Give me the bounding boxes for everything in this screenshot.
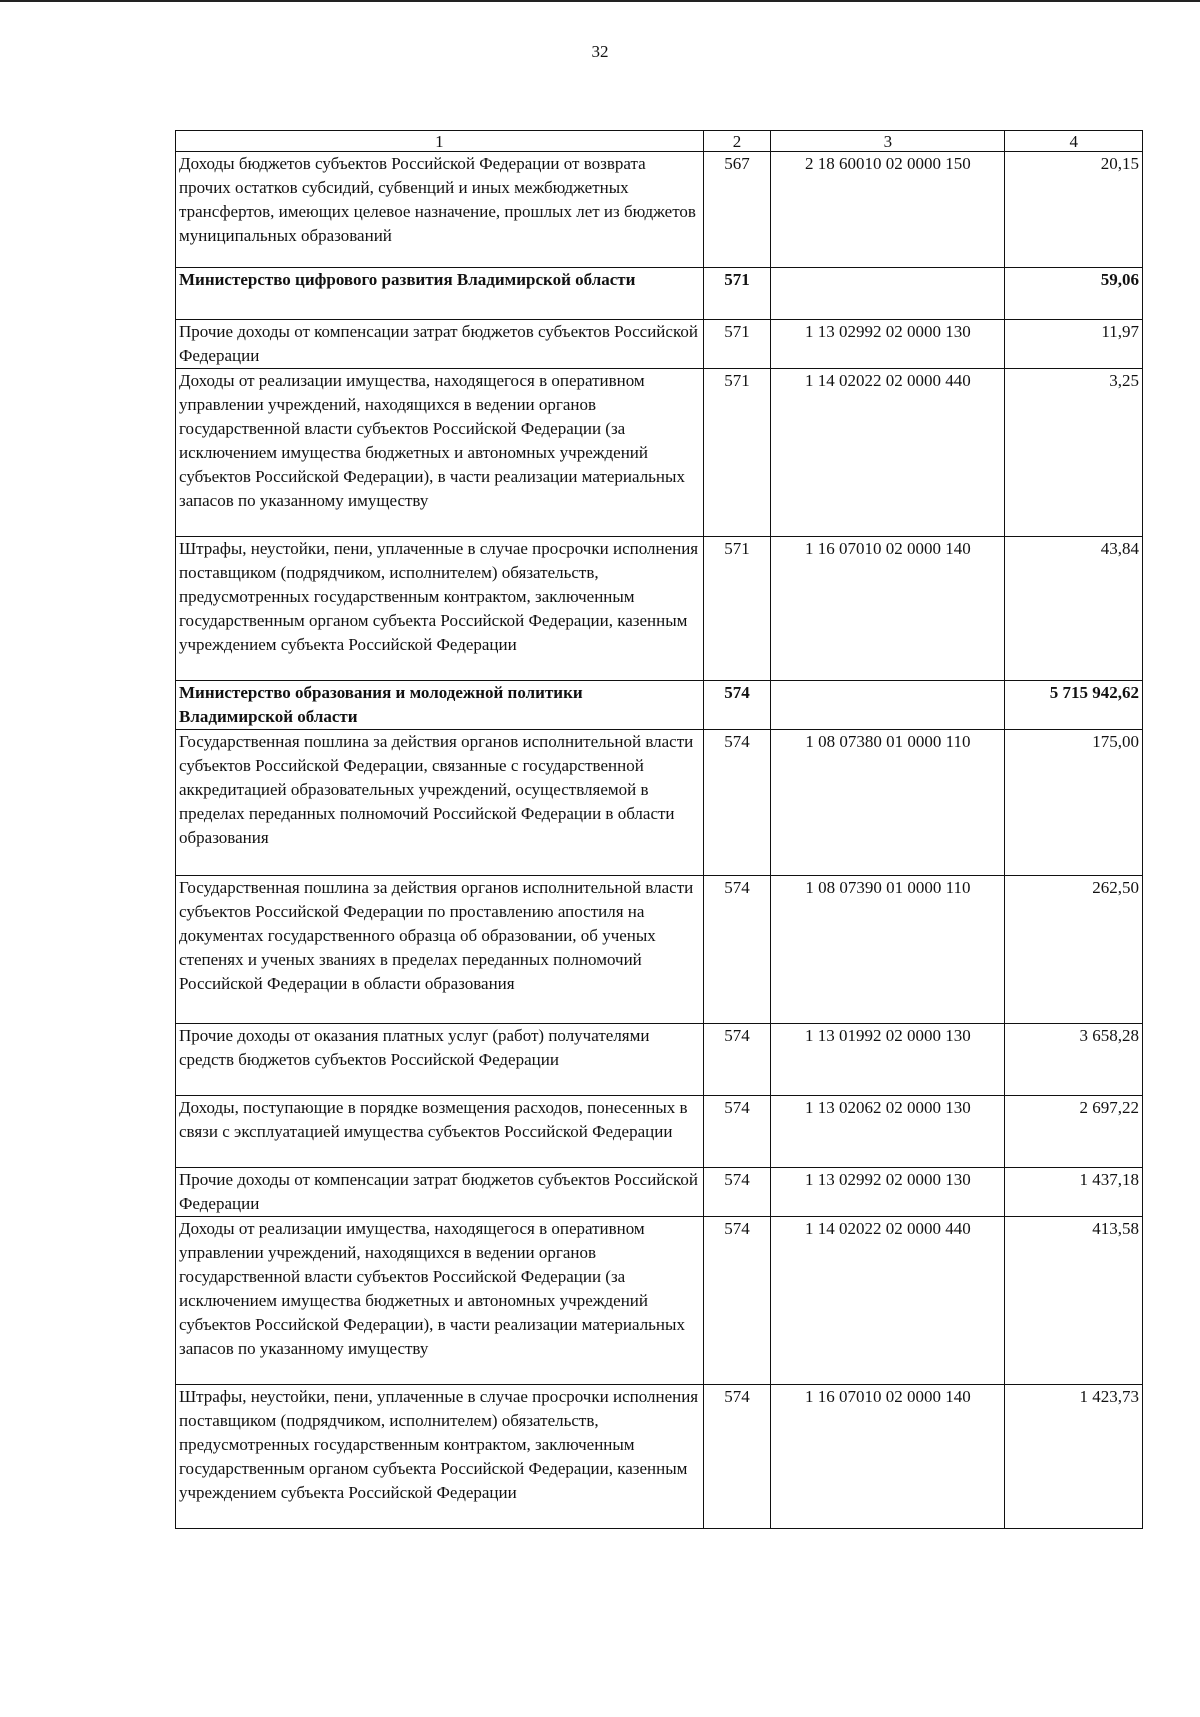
description-cell: Доходы, поступающие в порядке возмещения расходов, понесенных в связи с эксплуатацией имущества субъектов Российской Федерации: [176, 1096, 704, 1168]
admin-code-cell: 574: [703, 1024, 771, 1096]
table-row: [176, 1385, 1143, 1529]
table-row: [176, 730, 1143, 876]
header-row: [176, 131, 1143, 152]
admin-code-cell: 574: [703, 1217, 771, 1385]
amount-cell: 262,50: [1005, 876, 1143, 1024]
table-row: [176, 537, 1143, 681]
column-header: 3: [771, 131, 1005, 152]
budget-code-cell: 1 16 07010 02 0000 140: [771, 537, 1005, 681]
admin-code-cell: 574: [703, 1385, 771, 1529]
amount-cell: 20,15: [1005, 152, 1143, 268]
admin-code-cell: 574: [703, 1096, 771, 1168]
admin-code-cell: 571: [703, 369, 771, 537]
description-cell: Доходы от реализации имущества, находящегося в оперативном управлении учреждений, находящихся в ведении органов государственной власти субъектов Российской Федерации (за исключением имущества бюджетных и автономных учреждений субъектов Российской Федерации), в части реализации материальных запасов по указанному имуществу: [176, 369, 704, 537]
amount-cell: 43,84: [1005, 537, 1143, 681]
table-row: [176, 320, 1143, 369]
description-cell: Доходы от реализации имущества, находящегося в оперативном управлении учреждений, находящихся в ведении органов государственной власти субъектов Российской Федерации (за исключением имущества бюджетных и автономных учреждений субъектов Российской Федерации), в части реализации материальных запасов по указанному имуществу: [176, 1217, 704, 1385]
page-number: 32: [591, 42, 609, 61]
description-cell: Государственная пошлина за действия органов исполнительной власти субъектов Российской Федерации по проставлению апостиля на документах государственного образца об образовании, об ученых степенях и ученых званиях в пределах переданных полномочий Российской Федерации в области образования: [176, 876, 704, 1024]
budget-code-cell: 2 18 60010 02 0000 150: [771, 152, 1005, 268]
amount-cell: 1 437,18: [1005, 1168, 1143, 1217]
amount-cell: 3,25: [1005, 369, 1143, 537]
description-cell: Прочие доходы от компенсации затрат бюджетов субъектов Российской Федерации: [176, 1168, 704, 1217]
table-row: [176, 1024, 1143, 1096]
amount-cell: 2 697,22: [1005, 1096, 1143, 1168]
section-header-row: [176, 268, 1143, 320]
budget-code-cell: 1 13 02992 02 0000 130: [771, 320, 1005, 369]
column-header: 1: [176, 131, 704, 152]
admin-code-cell: 574: [703, 1168, 771, 1217]
admin-code-cell: 571: [703, 537, 771, 681]
description-cell: Доходы бюджетов субъектов Российской Федерации от возврата прочих остатков субсидий, субвенций и иных межбюджетных трансфертов, имеющих целевое назначение, прошлых лет из бюджетов муниципальных образований: [176, 152, 704, 268]
amount-cell: 3 658,28: [1005, 1024, 1143, 1096]
column-header: 4: [1005, 131, 1143, 152]
budget-code-cell: 1 13 02992 02 0000 130: [771, 1168, 1005, 1217]
amount-cell: 413,58: [1005, 1217, 1143, 1385]
description-cell: Прочие доходы от оказания платных услуг (работ) получателями средств бюджетов субъектов Российской Федерации: [176, 1024, 704, 1096]
admin-code-cell: 574: [703, 681, 771, 730]
description-cell: Государственная пошлина за действия органов исполнительной власти субъектов Российской Федерации, связанные с государственной аккредитацией образовательных учреждений, осуществляемой в пределах переданных полномочий Российской Федерации в области образования: [176, 730, 704, 876]
budget-code-cell: 1 14 02022 02 0000 440: [771, 369, 1005, 537]
table-row: [176, 876, 1143, 1024]
budget-code-cell: 1 08 07390 01 0000 110: [771, 876, 1005, 1024]
table-row: [176, 152, 1143, 268]
budget-code-cell: 1 14 02022 02 0000 440: [771, 1217, 1005, 1385]
amount-cell: 1 423,73: [1005, 1385, 1143, 1529]
top-border-line: [0, 0, 1200, 2]
amount-cell: 175,00: [1005, 730, 1143, 876]
budget-code-cell: [771, 268, 1005, 320]
admin-code-cell: 567: [703, 152, 771, 268]
budget-code-cell: [771, 681, 1005, 730]
amount-cell: 11,97: [1005, 320, 1143, 369]
table-row: [176, 1217, 1143, 1385]
revenue-table: [175, 130, 1143, 1529]
table-row: [176, 1168, 1143, 1217]
column-header: 2: [703, 131, 771, 152]
amount-cell: 5 715 942,62: [1005, 681, 1143, 730]
description-cell: Штрафы, неустойки, пени, уплаченные в случае просрочки исполнения поставщиком (подрядчиком, исполнителем) обязательств, предусмотренных государственным контрактом, заключенным государственным органом субъекта Российской Федерации, казенным учреждением субъекта Российской Федерации: [176, 1385, 704, 1529]
budget-code-cell: 1 08 07380 01 0000 110: [771, 730, 1005, 876]
admin-code-cell: 571: [703, 268, 771, 320]
description-cell: Министерство образования и молодежной политики Владимирской области: [176, 681, 704, 730]
table-row: [176, 369, 1143, 537]
table-row: [176, 1096, 1143, 1168]
description-cell: Министерство цифрового развития Владимирской области: [176, 268, 704, 320]
description-cell: Прочие доходы от компенсации затрат бюджетов субъектов Российской Федерации: [176, 320, 704, 369]
admin-code-cell: 574: [703, 876, 771, 1024]
admin-code-cell: 574: [703, 730, 771, 876]
budget-code-cell: 1 16 07010 02 0000 140: [771, 1385, 1005, 1529]
section-header-row: [176, 681, 1143, 730]
amount-cell: 59,06: [1005, 268, 1143, 320]
admin-code-cell: 571: [703, 320, 771, 369]
budget-code-cell: 1 13 02062 02 0000 130: [771, 1096, 1005, 1168]
budget-code-cell: 1 13 01992 02 0000 130: [771, 1024, 1005, 1096]
description-cell: Штрафы, неустойки, пени, уплаченные в случае просрочки исполнения поставщиком (подрядчиком, исполнителем) обязательств, предусмотренных государственным контрактом, заключенным государственным органом субъекта Российской Федерации, казенным учреждением субъекта Российской Федерации: [176, 537, 704, 681]
